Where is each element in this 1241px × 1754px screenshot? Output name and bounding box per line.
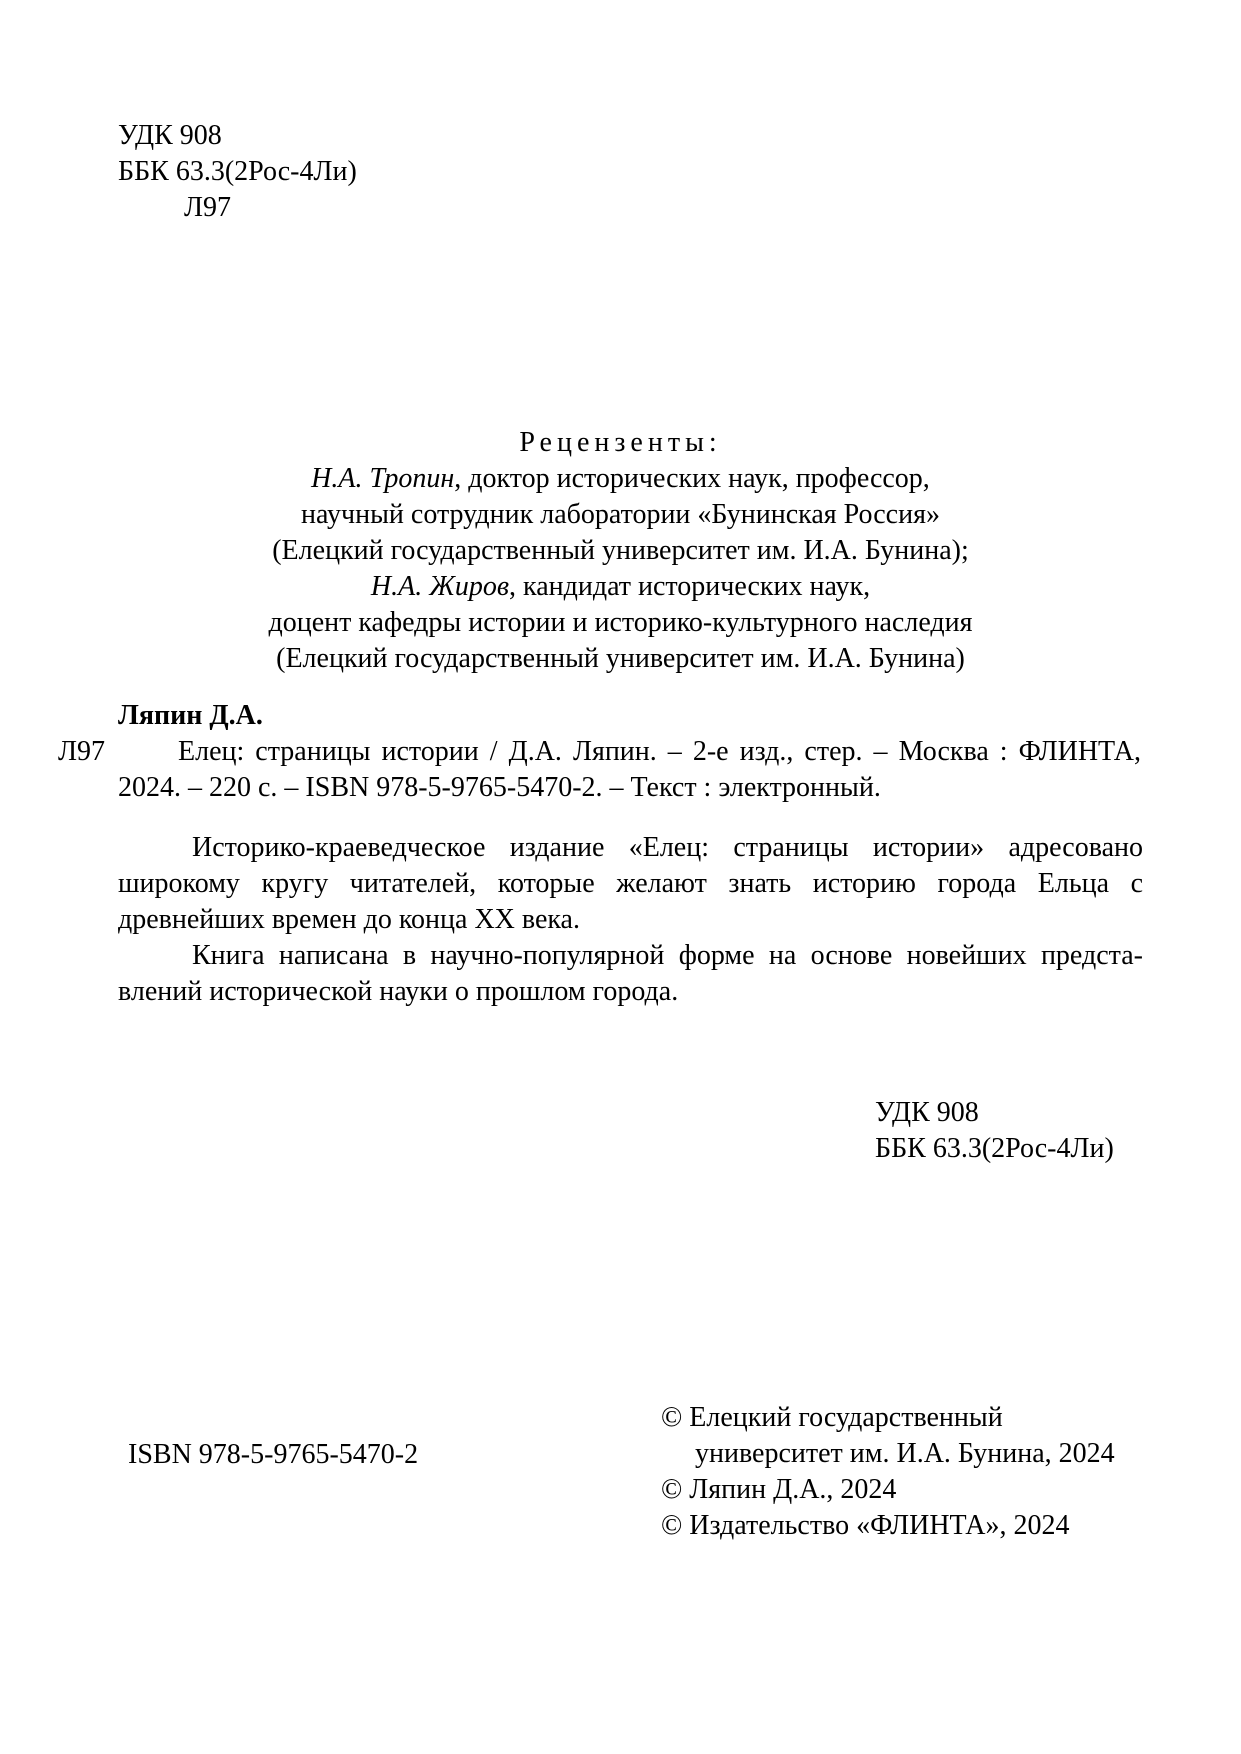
reviewer-2-line-3: (Елецкий государственный университет им. И.А. Бунина)	[276, 643, 965, 674]
reviewers-heading: Рецензенты:	[519, 427, 722, 458]
annotation-p1-line-2: широкому кругу читателей, которые желают знать историю города Ельца с	[118, 868, 1143, 899]
reviewer-2-line-1	[0, 569, 1241, 605]
reviewer-1-line-2: научный сотрудник лаборатории «Бунинская Россия»	[301, 499, 940, 530]
record-line-2: 2024. – 220 с. – ISBN 978-5-9765-5470-2. – Текст : электронный.	[118, 772, 881, 803]
reviewer-2-name: Н.А. Жиров	[370, 571, 510, 602]
reviewer-1-line-3: (Елецкий государственный университет им. И.А. Бунина);	[272, 535, 969, 566]
record-author-mark: Л97	[58, 736, 105, 767]
annotation-p2-line-1: Книга написана в научно-популярной форме на основе новейших предста-	[192, 940, 1143, 971]
reviewer-2-title: , кандидат исторических наук,	[509, 571, 871, 602]
bottom-classification-block	[875, 1095, 1114, 1167]
reviewer-1-name: Н.А. Тропин	[311, 463, 455, 494]
top-classification-block	[118, 118, 357, 226]
udk-code: УДК 908	[118, 120, 222, 151]
annotation-p1-line-3: древнейших времен до конца XX века.	[118, 904, 580, 935]
isbn: ISBN 978-5-9765-5470-2	[128, 1439, 419, 1470]
record-line-1: Елец: страницы истории / Д.А. Ляпин. – 2-е изд., стер. – Москва : ФЛИНТА,	[178, 736, 1141, 767]
copyright-university-line-2: университет им. И.А. Бунина, 2024	[695, 1438, 1115, 1469]
annotation-block	[118, 830, 1143, 1010]
copyright-university-line-1: © Елецкий государственный	[661, 1402, 1003, 1433]
bottom-bbk-code: ББК 63.3(2Рос-4Ли)	[875, 1133, 1114, 1164]
reviewer-2-line-2: доцент кафедры истории и историко-культурного наследия	[268, 607, 973, 638]
reviewer-1-title: , доктор исторических наук, профессор,	[454, 463, 930, 494]
reviewer-1-line-1	[0, 461, 1241, 497]
author-mark: Л97	[184, 192, 231, 223]
copyright-block	[661, 1400, 1115, 1544]
reviewers-block	[0, 425, 1241, 677]
bbk-code: ББК 63.3(2Рос-4Ли)	[118, 156, 357, 187]
copyright-author: © Ляпин Д.А., 2024	[661, 1474, 897, 1505]
record-author: Ляпин Д.А.	[118, 700, 263, 731]
annotation-p1-line-1: Историко-краеведческое издание «Елец: страницы истории» адресовано	[192, 832, 1143, 863]
annotation-p2-line-2: влений исторической науки о прошлом города.	[118, 976, 679, 1007]
bottom-udk-code: УДК 908	[875, 1097, 979, 1128]
copyright-publisher: © Издательство «ФЛИНТА», 2024	[661, 1510, 1070, 1541]
